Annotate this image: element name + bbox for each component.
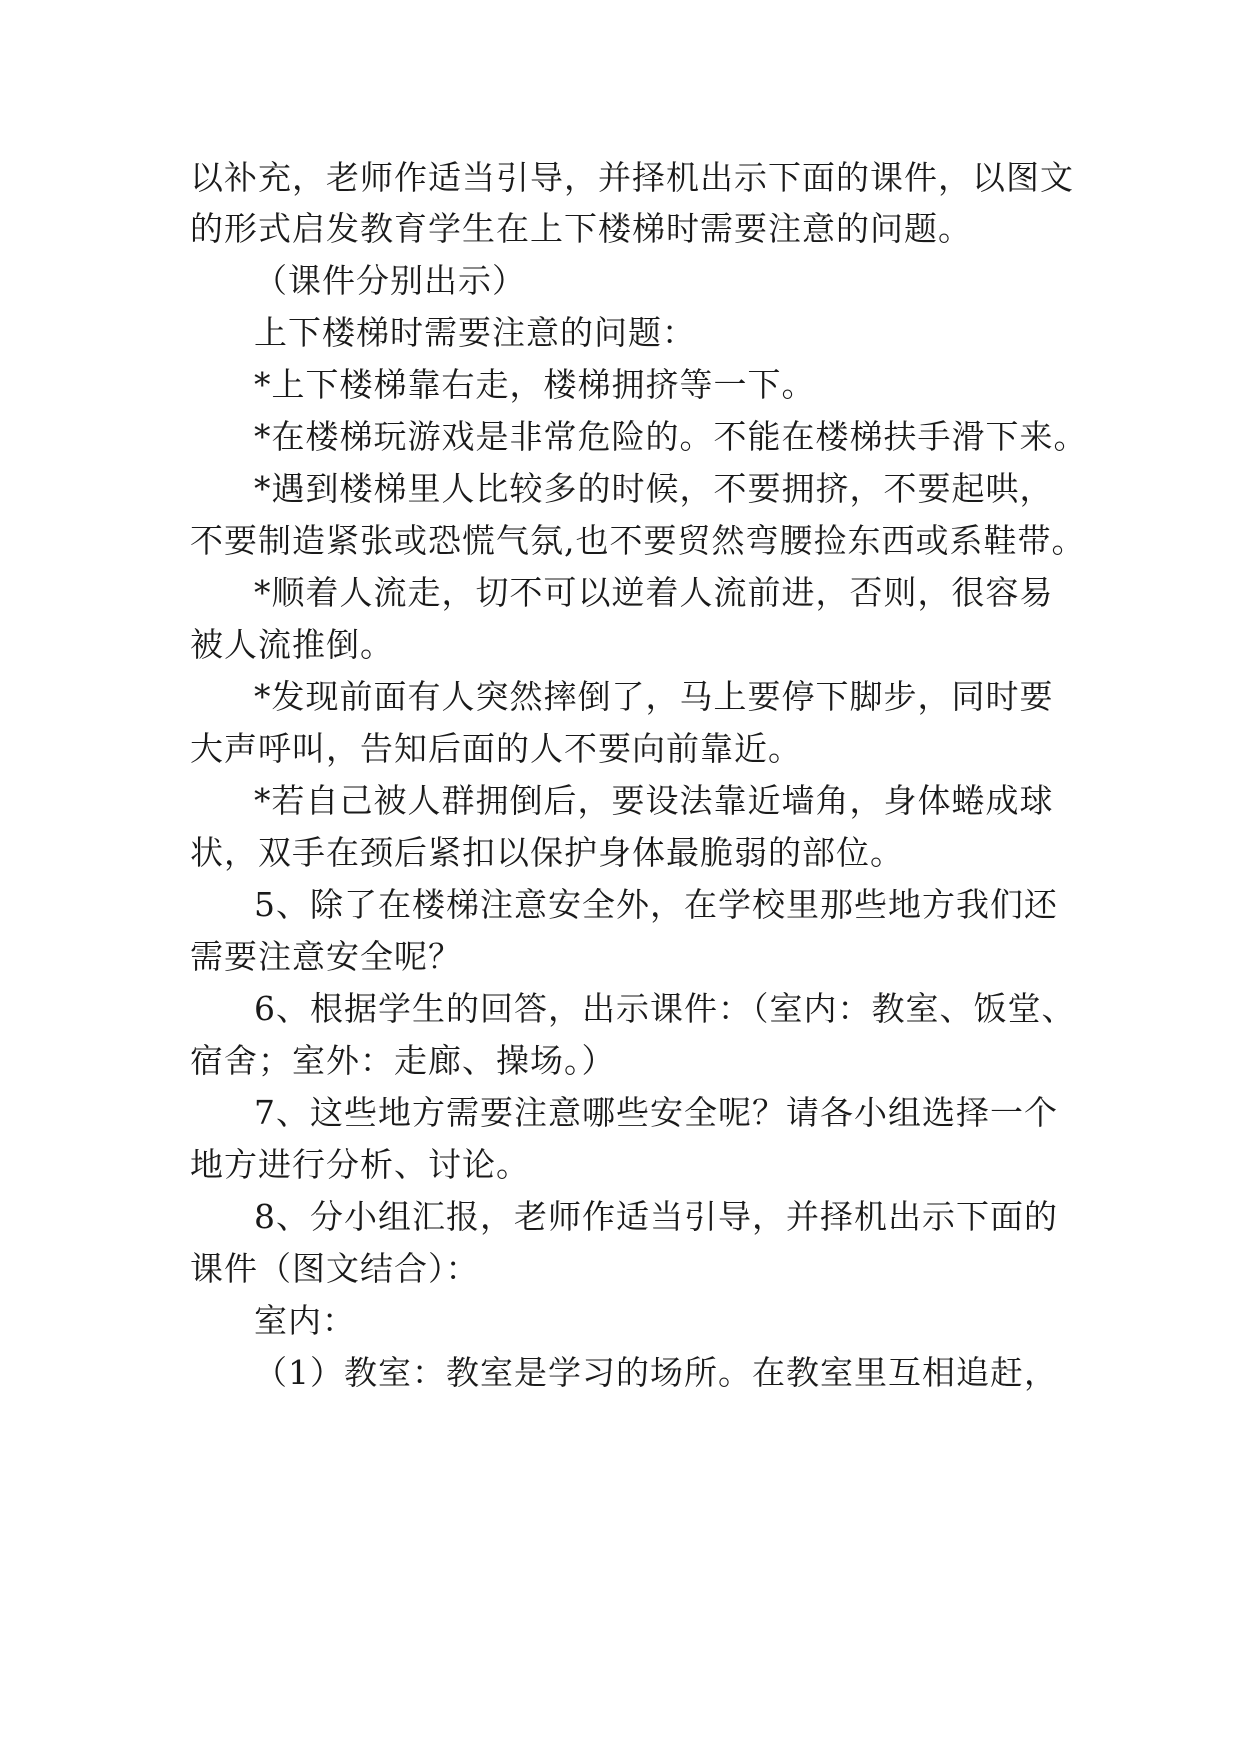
text-line: *顺着人流走，切不可以逆着人流前进，否则，很容易 [254, 573, 1054, 612]
text-line: *在楼梯玩游戏是非常危险的。不能在楼梯扶手滑下来。 [254, 417, 1088, 456]
text-line: 宿舍；室外：走廊、操场。） [190, 1041, 616, 1080]
text-line: 大声呼叫，告知后面的人不要向前靠近。 [190, 729, 802, 768]
text-line: 5、除了在楼梯注意安全外，在学校里那些地方我们还 [254, 885, 1058, 924]
text-line: *遇到楼梯里人比较多的时候，不要拥挤，不要起哄， [254, 469, 1054, 508]
text-line: （1）教室：教室是学习的场所。在教室里互相追赶， [254, 1353, 1058, 1392]
text-line: （课件分别出示） [254, 261, 526, 300]
text-line: 不要制造紧张或恐慌气氛,也不要贸然弯腰捡东西或系鞋带。 [190, 521, 1086, 560]
text-line: 7、这些地方需要注意哪些安全呢？请各小组选择一个 [254, 1093, 1058, 1132]
text-line: 室内： [254, 1301, 356, 1340]
text-line: 上下楼梯时需要注意的问题： [254, 313, 696, 352]
text-line: 被人流推倒。 [190, 625, 394, 664]
text-line: *发现前面有人突然摔倒了，马上要停下脚步，同时要 [254, 677, 1054, 716]
text-line: 课件（图文结合）： [190, 1249, 480, 1288]
text-line: 的形式启发教育学生在上下楼梯时需要注意的问题。 [190, 209, 972, 248]
text-line: 状，双手在颈后紧扣以保护身体最脆弱的部位。 [190, 833, 904, 872]
text-line: 以补充，老师作适当引导，并择机出示下面的课件，以图文 [190, 158, 1074, 197]
text-line: *若自己被人群拥倒后，要设法靠近墙角，身体蜷成球 [254, 781, 1054, 820]
text-line: 8、分小组汇报，老师作适当引导，并择机出示下面的 [254, 1197, 1058, 1236]
text-line: *上下楼梯靠右走，楼梯拥挤等一下。 [254, 365, 816, 404]
text-line: 需要注意安全呢？ [190, 937, 462, 976]
text-line: 6、根据学生的回答，出示课件：（室内：教室、饭堂、 [254, 989, 1076, 1028]
text-line: 地方进行分析、讨论。 [190, 1145, 530, 1184]
